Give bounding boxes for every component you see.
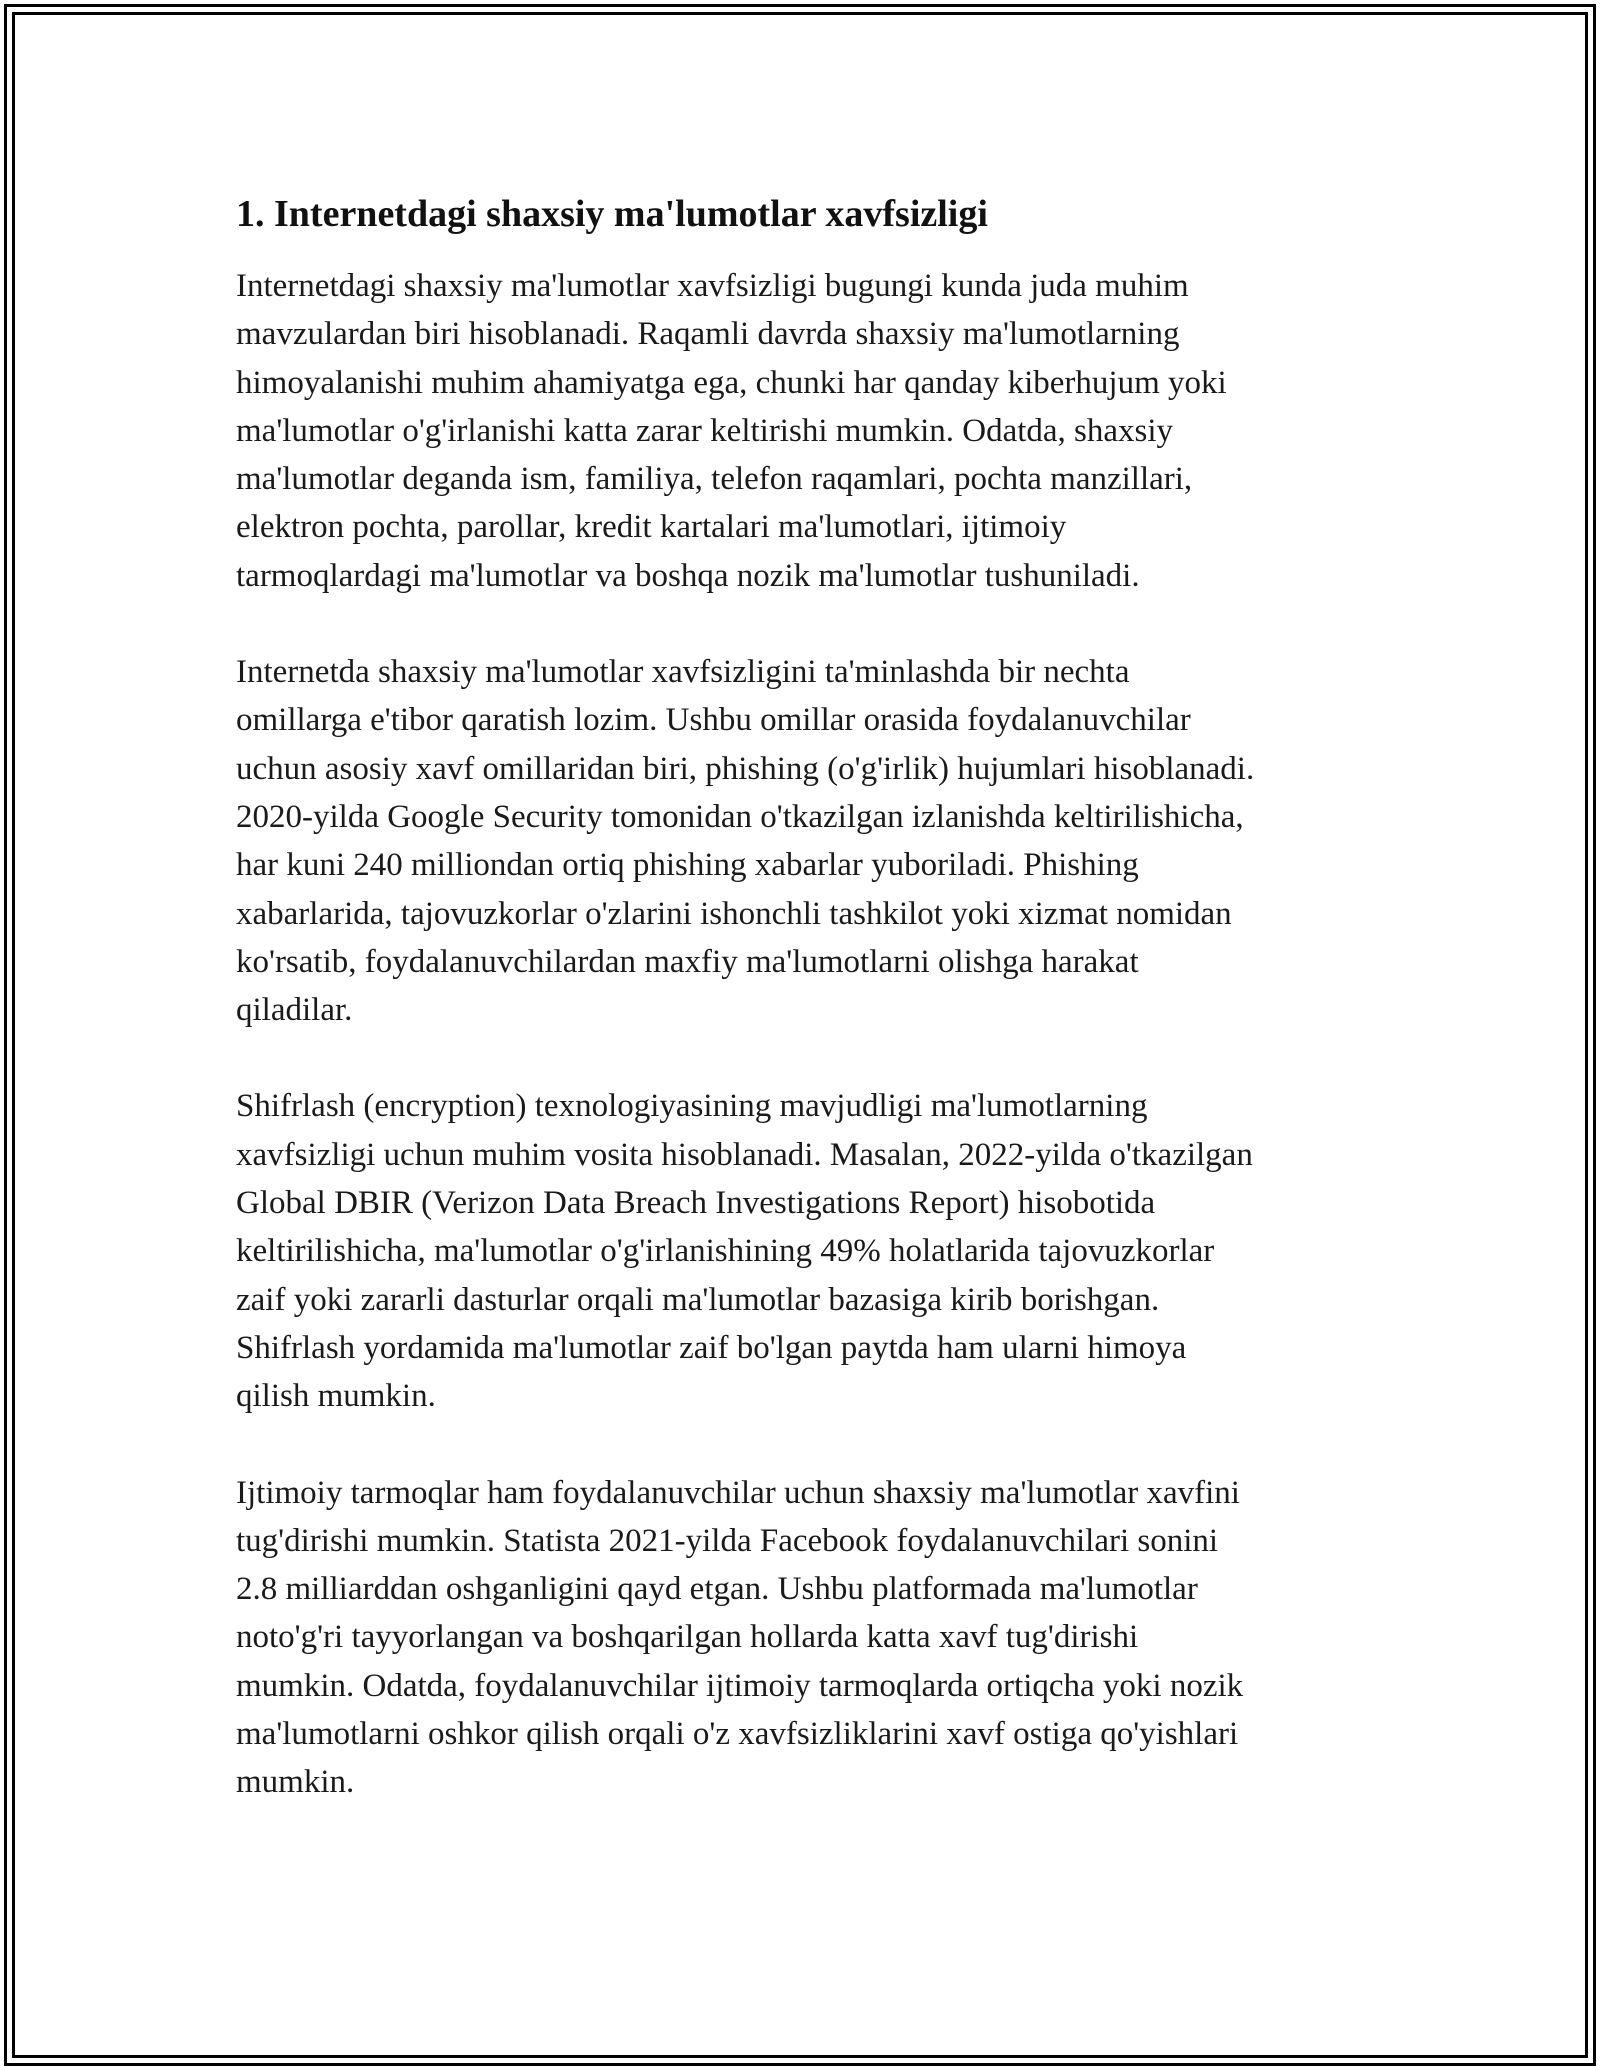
section-heading: 1. Internetdagi shaxsiy ma'lumotlar xavfsizligi (236, 193, 988, 235)
document-body (236, 186, 1376, 1855)
paragraph-encryption: Shifrlash (encryption) texnologiyasining mavjudligi ma'lumotlarning xavfsizligi uchun muhim vosita hisoblanadi. Masalan, 2022-yilda o'tkazilgan Global DBIR (Verizon Data Breach Investigations Report) hisobotida keltirilishicha, ma'lumotlar o'g'irlanishining 49% holatlarida tajovuzkorlar zaif yoki zararli dasturlar orqali ma'lumotlar bazasiga kirib borishgan. Shifrlash yordamida ma'lumotlar zaif bo'lgan paytda ham ularni himoya qilish mumkin. (236, 1088, 1253, 1415)
paragraph-social-networks: Ijtimoiy tarmoqlar ham foydalanuvchilar uchun shaxsiy ma'lumotlar xavfini tug'dirishi mumkin. Statista 2021-yilda Facebook foydalanuvchilari sonini 2.8 milliarddan oshganligini qayd etgan. Ushbu platformada ma'lumotlar noto'g'ri tayyorlangan va boshqarilgan hollarda katta xavf tug'dirishi mumkin. Odatda, foydalanuvchilar ijtimoiy tarmoqlarda ortiqcha yoki nozik ma'lumotlarni oshkor qilish orqali o'z xavfsizliklarini xavf ostiga qo'yishlari mumkin. (236, 1474, 1244, 1801)
paragraph-intro: Internetdagi shaxsiy ma'lumotlar xavfsizligi bugungi kunda juda muhim mavzulardan biri hisoblanadi. Raqamli davrda shaxsiy ma'lumotlarning himoyalanishi muhim ahamiyatga ega, chunki har qanday kiberhujum yoki ma'lumotlar o'g'irlanishi katta zarar keltirishi mumkin. Odatda, shaxsiy ma'lumotlar deganda ism, familiya, telefon raqamlari, pochta manzillari, elektron pochta, parollar, kredit kartalari ma'lumotlari, ijtimoiy tarmoqlardagi ma'lumotlar va boshqa nozik ma'lumotlar tushuniladi. (236, 268, 1227, 594)
paragraph-phishing: Internetda shaxsiy ma'lumotlar xavfsizligini ta'minlashda bir nechta omillarga e'tibor qaratish lozim. Ushbu omillar orasida foydalanuvchilar uchun asosiy xavf omillaridan biri, phishing (o'g'irlik) hujumlari hisoblanadi. 2020-yilda Google Security tomonidan o'tkazilgan izlanishda keltirilishicha, har kuni 240 milliondan ortiq phishing xabarlar yuboriladi. Phishing xabarlarida, tajovuzkorlar o'zlarini ishonchli tashkilot yoki xizmat nomidan ko'rsatib, foydalanuvchilardan maxfiy ma'lumotlarni olishga harakat qiladilar. (236, 654, 1255, 1029)
